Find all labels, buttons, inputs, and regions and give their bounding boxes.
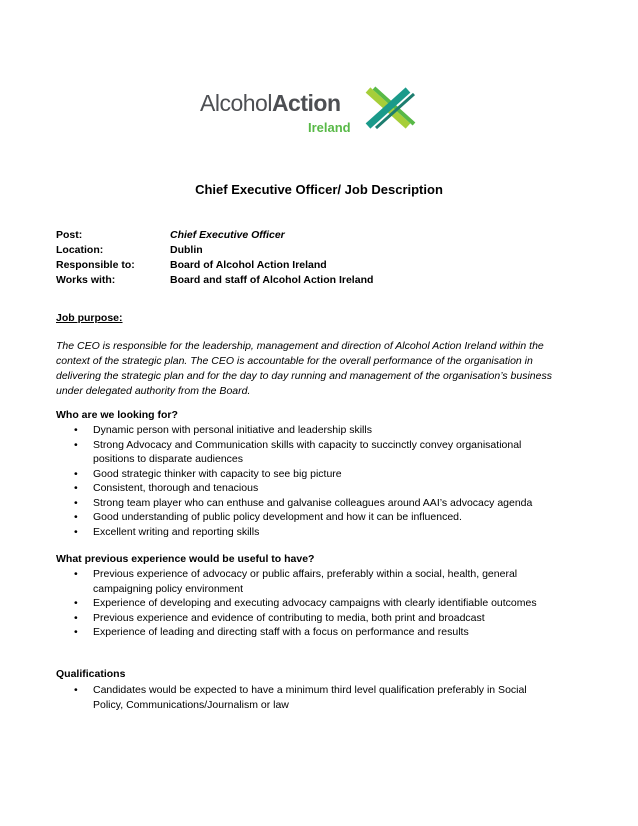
list-item-text: Previous experience of advocacy or public affairs, preferably within a social, health, general campaigning policy environment — [93, 568, 518, 595]
meta-row — [56, 228, 373, 243]
job-meta — [56, 228, 373, 288]
meta-row — [56, 258, 373, 273]
bullet-icon: • — [74, 684, 78, 696]
meta-label: Post: — [56, 229, 83, 241]
list-item-text: Dynamic person with personal initiative and leadership skills — [93, 424, 372, 436]
list-item — [56, 625, 546, 640]
bullet-icon: • — [74, 611, 78, 624]
list-item — [56, 467, 546, 482]
list-item — [56, 510, 546, 525]
bullet-icon: • — [74, 482, 78, 494]
looking-for-heading: Who are we looking for? — [56, 409, 178, 421]
meta-row — [56, 243, 373, 258]
bullet-icon: • — [74, 568, 78, 580]
list-item — [56, 596, 546, 611]
bullet-icon: • — [74, 438, 78, 451]
meta-value: Dublin — [170, 244, 203, 256]
alcohol-action-ireland-logo — [200, 86, 440, 142]
list-item — [56, 611, 546, 626]
qualifications-heading: Qualifications — [56, 668, 126, 680]
list-item-text: Good strategic thinker with capacity to see big picture — [93, 467, 342, 480]
meta-value: Board of Alcohol Action Ireland — [170, 259, 327, 271]
job-purpose-heading: Job purpose: — [56, 312, 123, 324]
experience-list — [56, 567, 546, 640]
bullet-icon: • — [74, 525, 78, 538]
meta-label: Location: — [56, 244, 104, 256]
list-item — [56, 683, 546, 712]
list-item — [56, 567, 546, 596]
list-item-text: Candidates would be expected to have a minimum third level qualification preferably in Social Policy, Communications/Journalism or law — [93, 684, 527, 711]
logo-wordmark: AlcoholAction — [200, 90, 341, 116]
list-item — [56, 481, 546, 496]
meta-row — [56, 273, 373, 288]
bullet-icon: • — [74, 467, 78, 480]
list-item-text: Good understanding of public policy development and how it can be influenced. — [93, 511, 462, 523]
meta-value: Chief Executive Officer — [170, 229, 285, 241]
meta-value: Board and staff of Alcohol Action Ireland — [170, 274, 374, 286]
bullet-icon: • — [74, 424, 78, 436]
list-item-text: Experience of leading and directing staff with a focus on performance and results — [93, 626, 469, 638]
bullet-icon: • — [74, 597, 78, 609]
list-item — [56, 496, 546, 511]
meta-label: Responsible to: — [56, 259, 135, 271]
list-item — [56, 525, 546, 540]
list-item — [56, 438, 546, 467]
qualifications-list — [56, 683, 546, 712]
experience-heading: What previous experience would be useful to have? — [56, 553, 315, 565]
list-item-text: Experience of developing and executing advocacy campaigns with clearly identifiable outcomes — [93, 597, 537, 609]
list-item-text: Strong team player who can enthuse and galvanise colleagues around AAI’s advocacy agenda — [93, 496, 533, 509]
list-item-text: Strong Advocacy and Communication skills with capacity to succinctly convey organisational positions to disparate audiences — [93, 438, 522, 465]
list-item-text: Excellent writing and reporting skills — [93, 525, 260, 538]
job-purpose-text: The CEO is responsible for the leadership, management and direction of Alcohol Action Ireland within the context of the strategic plan. The CEO is accountable for the overall performance of the organisation in delivering the strategic plan and for the day to day running and management of the organisation’s business under delegated authority from the Board. — [56, 340, 552, 397]
list-item-text: Consistent, thorough and tenacious — [93, 482, 259, 494]
document-title: Chief Executive Officer/ Job Description — [195, 182, 443, 197]
bullet-icon: • — [74, 511, 78, 523]
looking-for-list — [56, 423, 546, 539]
meta-label: Works with: — [56, 274, 116, 286]
logo-subtitle: Ireland — [308, 120, 351, 135]
list-item-text: Previous experience and evidence of contributing to media, both print and broadcast — [93, 611, 485, 624]
bullet-icon: • — [74, 496, 78, 509]
list-item — [56, 423, 546, 438]
x-cross-icon — [364, 86, 416, 130]
bullet-icon: • — [74, 626, 78, 638]
